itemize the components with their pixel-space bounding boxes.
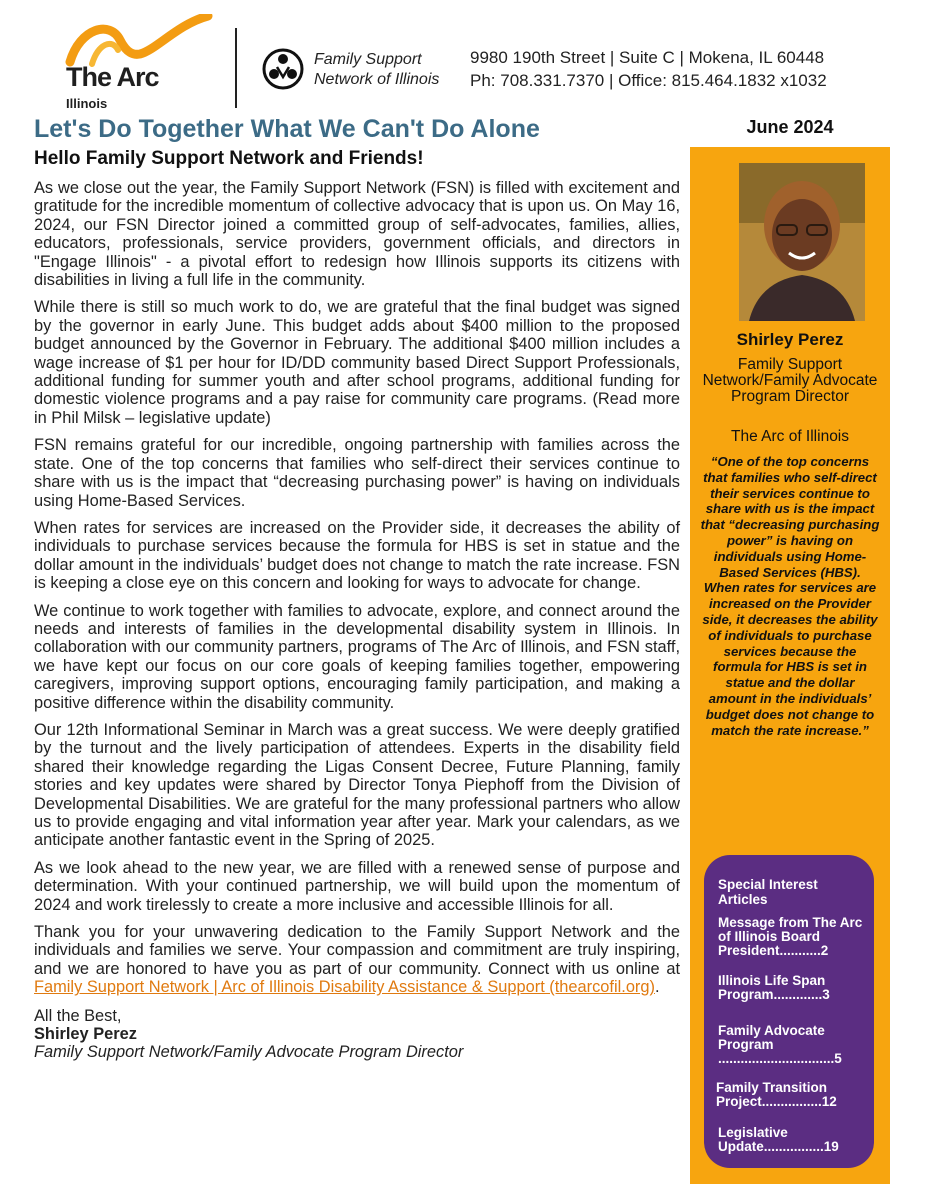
greeting: Hello Family Support Network and Friends!: [34, 148, 424, 169]
arc-logo-text: The Arc: [66, 62, 159, 92]
fsn-name-line1: Family Support: [314, 51, 422, 68]
person-org: The Arc of Illinois: [730, 428, 850, 445]
toc-title: Special Interest Articles: [718, 877, 818, 907]
issue-date: June 2024: [746, 117, 834, 137]
paragraph-7: As we look ahead to the new year, we are filled with a renewed sense of purpose and determination. With your continued partnership, we will build upon the momentum of 2024 and work tirelessly to create a more inclusive and accessible Illinois for all.: [34, 858, 680, 914]
person-title: Family Support Network/Family Advocate Program Director: [702, 356, 878, 405]
toc-item-family-advocate[interactable]: Family Advocate Program ...............................5: [718, 1023, 842, 1066]
header-divider: [235, 28, 237, 108]
headline: Let's Do Together What We Can't Do Alone: [34, 115, 540, 143]
signoff-title: Family Support Network/Family Advocate Program Director: [34, 1043, 464, 1062]
pull-quote: “One of the top concerns that families who self-direct their services continue to share with us is the impact that “decreasing purchasing power” is having on individuals using Home-Based Services (HBS). When rates for services are increased on the Provider side, it decreases the ability of individuals to purchase services because the formula for HBS is set in statue and the dollar amount in the individuals’ budget does not change to match the rate increase.”: [700, 454, 880, 738]
signoff-line: All the Best,: [34, 1006, 122, 1025]
signoff-name: Shirley Perez: [34, 1025, 137, 1044]
closing-text: Thank you for your unwavering dedication to the Family Support Network and the individuals and families we serve. Your compassion and commitment are truly inspiring, and we are honored to have you as part of our community. Connect with us online at: [34, 923, 680, 978]
fsn-website-link[interactable]: Family Support Network | Arc of Illinois Disability Assistance & Support (thearcofil.org): [34, 978, 655, 997]
paragraph-2: While there is still so much work to do, we are grateful that the final budget was signed by the governor in early June. This budget adds about $400 million to the proposed budget announced by the Governor in February. The additional $400 million includes a wage increase of $1 per hour for ID/DD community based Direct Support Professionals, additional funding for summer youth and after school programs, additional funding for domestic violence programs and a pay raise for community care programs. (Read more in Phil Milsk – legislative update): [34, 298, 680, 427]
phone: Ph: 708.331.7370 | Office: 815.464.1832 x1032: [470, 71, 827, 90]
paragraph-4: When rates for services are increased on the Provider side, it decreases the ability of individuals to purchase services because the formula for HBS is set in statue and the dollar amount in the individuals’ budget does not change to match the rate increase. FSN is keeping a close eye on this concern and looking for ways to advocate for change.: [34, 518, 680, 593]
paragraph-3: FSN remains grateful for our incredible, ongoing partnership with families across the state. One of the top concerns that families who self-direct their services continue to share with us is the impact that “decreasing purchasing power” is having on individuals using Home-Based Services.: [34, 436, 680, 510]
toc-item-legislative[interactable]: Legislative Update................19: [718, 1125, 839, 1154]
paragraph-6: Our 12th Informational Seminar in March was a great success. We were deeply gratified by the turnout and the lively participation of attendees. Experts in the disability field shared their knowledge regarding the Ligas Consent Decree, Future Planning, family stories and key updates were shared by Director Tonya Piephoff from the Division of Developmental Disabilities. We are grateful for the many professional partners who allow us to provide engaging and vital information year after year. Mark your calendars, as we anticipate another fantastic event in the Spring of 2025.: [34, 720, 680, 850]
fsn-name: [314, 50, 439, 90]
profile-photo: [739, 163, 865, 321]
closing-paragraph: [34, 923, 680, 997]
signoff: [34, 1007, 680, 1062]
toc-item-life-span[interactable]: Illinois Life Span Program.............3: [718, 973, 830, 1002]
fsn-network-icon: [261, 47, 305, 91]
person-name: Shirley Perez: [736, 330, 844, 349]
paragraph-1: As we close out the year, the Family Support Network (FSN) is filled with excitement and gratitude for the incredible momentum of collective advocacy that is upon us. On May 16, 2024, our FSN Director joined a committed group of self-advocates, families, allies, educators, professionals, service providers, government officials, and directors in "Engage Illinois" - a pivotal effort to redesign how Illinois supports its citizens with disabilities in living a full life in the community.: [34, 179, 680, 290]
toc-item-board-president[interactable]: Message from The Arc of Illinois Board President...........2: [718, 915, 863, 958]
special-interest-box: [704, 855, 874, 1168]
letter-body: [34, 179, 680, 1071]
closing-end: .: [654, 978, 660, 997]
arc-logo-state: Illinois: [66, 96, 108, 111]
paragraph-5: We continue to work together with families to advocate, explore, and connect around the needs and interests of families in the developmental disability system in Illinois. In collaboration with our community partners, programs of The Arc of Illinois, and FSN staff, we have kept our focus on our core goals of keeping families together, empowering caregivers, improving support options, encouraging family participation, and making a positive difference within the disability community.: [34, 601, 680, 712]
arc-logo: [58, 14, 218, 114]
contact-info: [470, 46, 827, 92]
toc-item-family-transition[interactable]: Family Transition Project................12: [716, 1080, 837, 1109]
address: 9980 190th Street | Suite C | Mokena, IL 60448: [470, 48, 825, 67]
fsn-name-line2: Network of Illinois: [314, 71, 440, 88]
